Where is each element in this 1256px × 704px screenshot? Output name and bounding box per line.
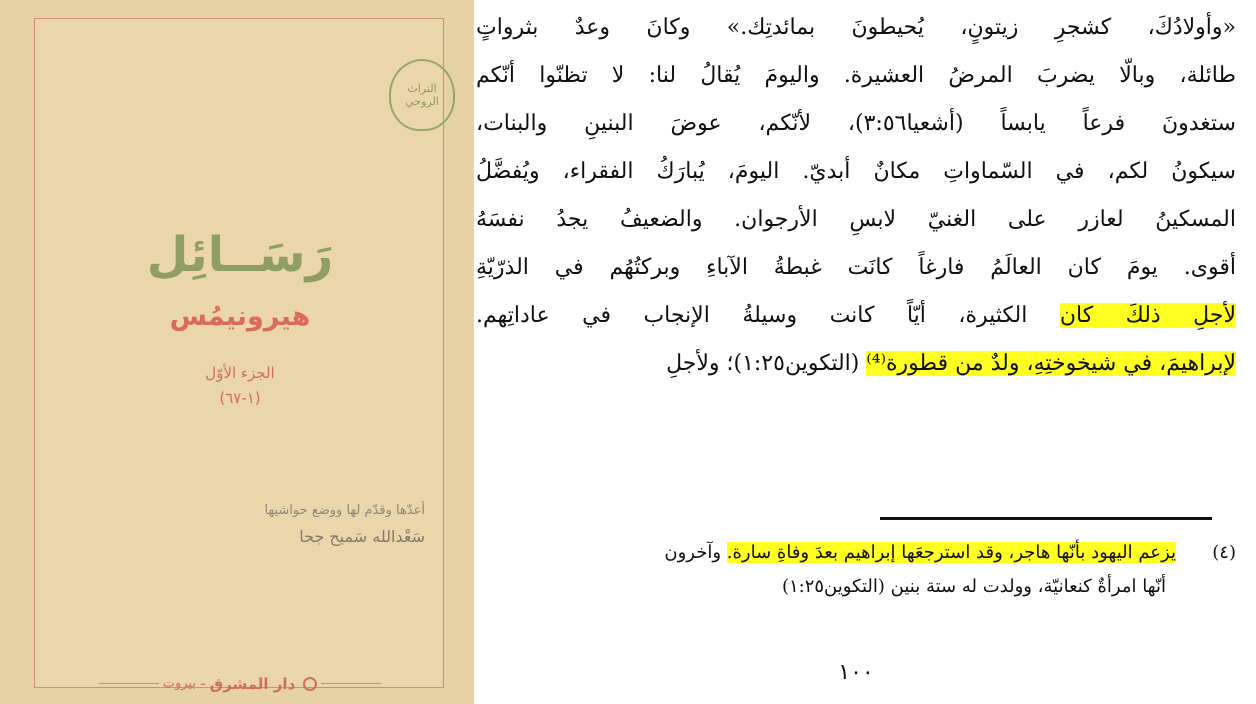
body-line [476, 250, 1236, 286]
highlighted-text: لأجلِ ذلكَ كان [1059, 303, 1236, 328]
line-text: طائلة، وبالّا يضربَ المرضُ العشيرة. واليومَ يُقالُ لنا: لا تظنّوا أنّكم [476, 63, 1236, 88]
highlighted-text: لإبراهيمَ، في شيخوختِهِ، ولدٌ من قطورة⁽⁴⁾ [866, 351, 1236, 376]
publisher-rule [99, 683, 159, 684]
line-text: الكثيرة، أيّاً كانت وسيلةُ الإنجاب في عاداتِهم. [476, 303, 1028, 328]
publisher-separator: - [199, 674, 206, 693]
cover-editor-name: سَعْدالله سَميح جحا [299, 527, 425, 546]
line-text: (التكوين١:٢٥)؛ ولأجلِ [666, 351, 867, 376]
line-text: ستغدونَ فرعاً يابساً (أشعيا٣:٥٦)، لأنّكم، عوضَ البنينِ والبنات، [476, 111, 1236, 136]
footnote-line [664, 538, 1176, 568]
footnote-text: وآخرون [664, 542, 727, 563]
body-line [476, 346, 1236, 382]
body-line [476, 106, 1236, 142]
publisher-city: بيروت [162, 676, 196, 691]
body-line [476, 58, 1236, 94]
body-line [476, 10, 1236, 46]
cover-volume: الجزء الأوّل [205, 364, 275, 382]
cover-title: رَسَــائِل [146, 227, 334, 283]
book-cover-image [0, 0, 474, 704]
line-text: «وأولادُكَ، كشجرِ زيتونٍ، يُحيطونَ بمائدتِك.» وكانَ وعدٌ بثرواتٍ [476, 15, 1236, 40]
scanned-page [474, 0, 1256, 704]
publisher-name: دار المشرق [209, 674, 296, 693]
line-text: المسكينُ لعازر على الغنيّ لابسِ الأرجوان. والضعيفُ يجدُ نفسَهُ [476, 207, 1236, 232]
publisher-logo-icon [303, 677, 317, 691]
cover-author: هيرونيمُس [169, 301, 311, 332]
publisher-rule [321, 683, 381, 684]
cover-prepared-by: أعدّها وقدّم لها ووضع حواشيها [264, 503, 425, 518]
page-number: ١٠٠ [838, 660, 874, 685]
body-line [476, 298, 1236, 334]
cover-letter-range: (١-٦٧) [219, 389, 261, 407]
line-text: أقوى. يومَ كان العالَمُ فارغاً كانَت غبطةُ الآباءِ وبركتُهُم في الذرّيّةِ [476, 255, 1236, 280]
body-line [476, 154, 1236, 190]
footnote-separator [880, 517, 1212, 520]
footnote-line: أنّها امرأةٌ كنعانيّة، وولدت له ستة بنين (التكوين١:٢٥) [781, 576, 1166, 597]
footnote-highlighted-text: يزعم اليهود بأنّها هاجر، وقد استرجعَها إبراهيم بعدَ وفاةِ سارة. [726, 542, 1176, 563]
body-line [476, 202, 1236, 238]
cover-publisher [95, 674, 385, 693]
cover-frame [34, 18, 444, 693]
line-text: سيكونُ لكم، في السّماواتِ مكانٌ أبديّ. اليومَ، يُبارَكُ الفقراء، ويُفضَّلُ [476, 159, 1236, 184]
series-logo: التراث الروحي [389, 59, 455, 131]
footnote-marker: (٤) [1212, 542, 1236, 563]
